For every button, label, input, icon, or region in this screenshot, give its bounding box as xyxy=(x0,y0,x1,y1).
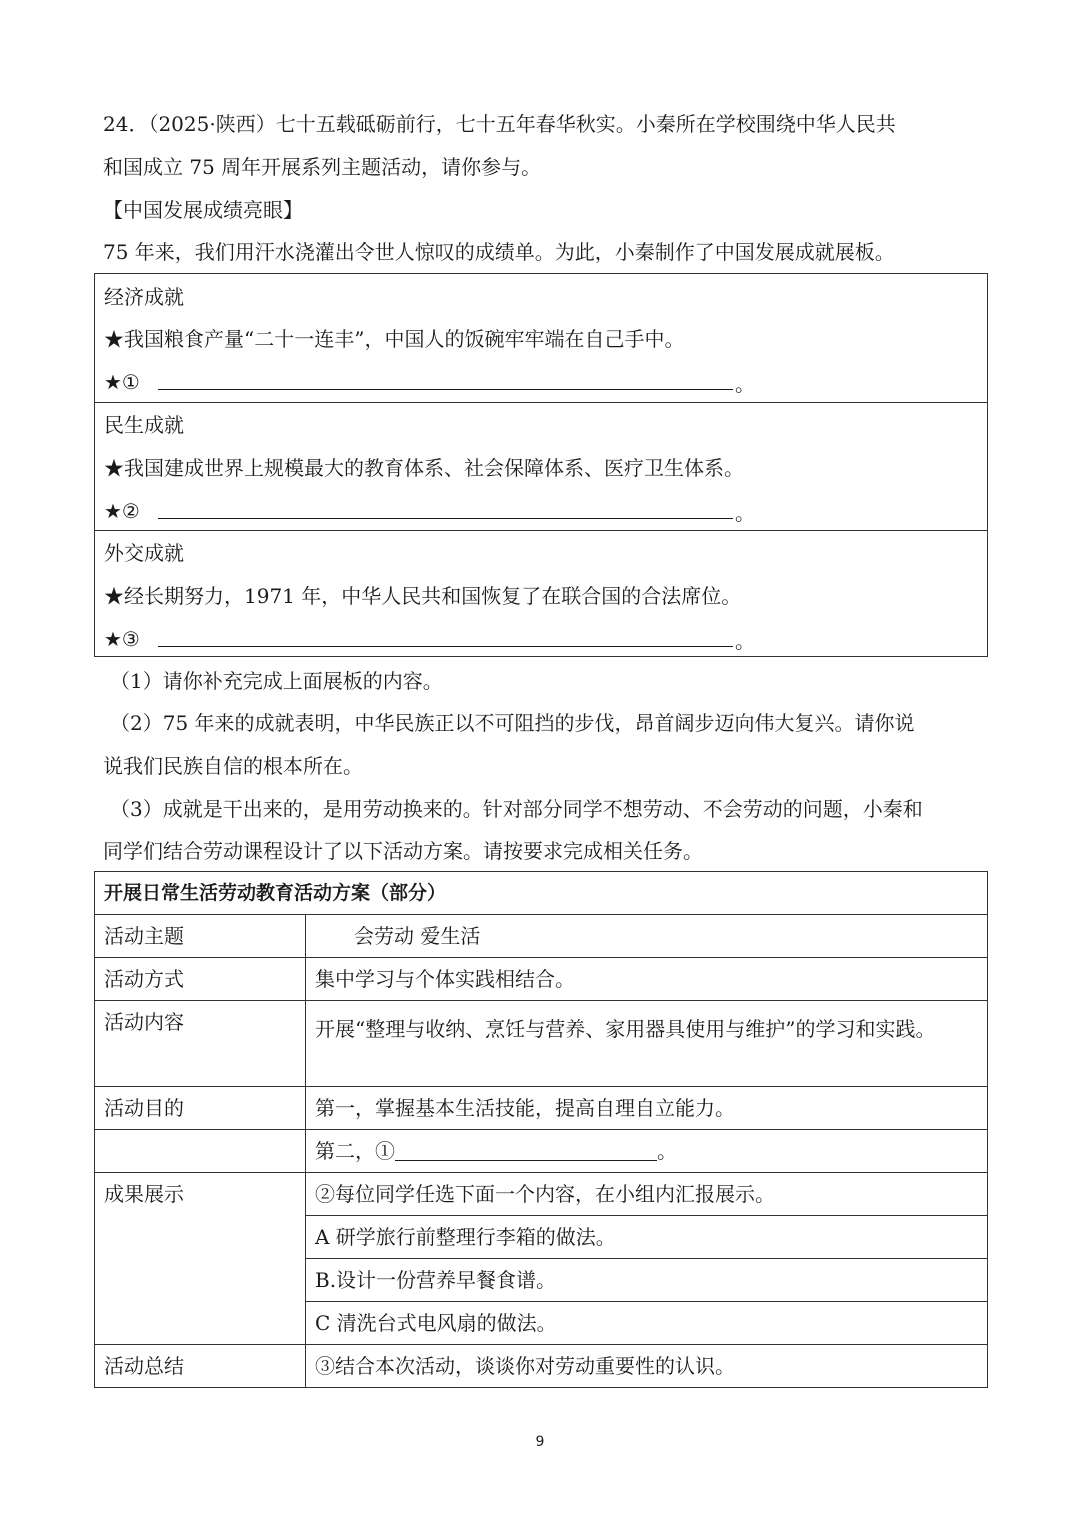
purpose-label-empty xyxy=(95,1130,306,1173)
table-row xyxy=(95,1087,988,1130)
table-row xyxy=(95,1001,988,1087)
show-label: 成果展示 xyxy=(95,1173,306,1345)
method-label: 活动方式 xyxy=(95,958,306,1001)
achievement-board xyxy=(94,273,988,657)
board-blank-end: 。 xyxy=(735,501,755,525)
theme-value: 会劳动 爱生活 xyxy=(306,915,988,958)
purpose-2-prefix: 第二，① xyxy=(315,1139,395,1163)
question-intro-line1: 24．（2025·陕西）七十五载砥砺前行，七十五年春华秋实。小秦所在学校围绕中华人民共 xyxy=(103,112,896,136)
board-section-livelihood xyxy=(95,402,987,531)
table-row xyxy=(95,1173,988,1216)
board-item: ★我国建成世界上规模最大的教育体系、社会保障体系、医疗卫生体系。 xyxy=(104,456,744,480)
method-value: 集中学习与个体实践相结合。 xyxy=(306,958,988,1001)
board-section-title: 民生成就 xyxy=(104,413,184,437)
content-label: 活动内容 xyxy=(95,1001,306,1087)
activity-plan-table xyxy=(94,871,988,1388)
show-option-a: A 研学旅行前整理行李箱的做法。 xyxy=(306,1216,988,1259)
table-row xyxy=(95,958,988,1001)
section-title: 【中国发展成绩亮眼】 xyxy=(103,198,303,222)
board-item: ★我国粮食产量“二十一连丰”，中国人的饭碗牢牢端在自己手中。 xyxy=(104,327,685,351)
board-blank-label: ★① xyxy=(104,370,140,394)
answer-blank-3[interactable] xyxy=(158,626,733,647)
table-row xyxy=(95,1345,988,1388)
page-number: 9 xyxy=(535,1434,545,1450)
subquestion-1: （1）请你补充完成上面展板的内容。 xyxy=(110,669,443,693)
board-blank-label: ★③ xyxy=(104,627,140,651)
board-section-diplomacy xyxy=(95,530,987,659)
show-option-c: C 清洗台式电风扇的做法。 xyxy=(306,1302,988,1345)
subquestion-2-line2: 说我们民族自信的根本所在。 xyxy=(103,754,363,778)
board-section-economy xyxy=(95,274,987,402)
subquestion-3-line1: （3）成就是干出来的，是用劳动换来的。针对部分同学不想劳动、不会劳动的问题，小秦和 xyxy=(110,797,923,821)
plan-header: 开展日常生活劳动教育活动方案（部分） xyxy=(95,872,988,915)
purpose-1: 第一，掌握基本生活技能，提高自理自立能力。 xyxy=(306,1087,988,1130)
table-row xyxy=(95,872,988,915)
board-blank-end: 。 xyxy=(735,629,755,653)
table-row xyxy=(95,915,988,958)
board-blank-end: 。 xyxy=(735,372,755,396)
board-section-title: 经济成就 xyxy=(104,285,184,309)
show-option-b: B.设计一份营养早餐食谱。 xyxy=(306,1259,988,1302)
subquestion-2-line1: （2）75 年来的成就表明，中华民族正以不可阻挡的步伐，昂首阔步迈向伟大复兴。请你说 xyxy=(110,711,915,735)
summary-label: 活动总结 xyxy=(95,1345,306,1388)
board-blank-label: ★② xyxy=(104,499,140,523)
show-1: ②每位同学任选下面一个内容，在小组内汇报展示。 xyxy=(306,1173,988,1216)
purpose-answer-blank[interactable] xyxy=(395,1140,657,1161)
board-section-title: 外交成就 xyxy=(104,541,184,565)
summary-value: ③结合本次活动，谈谈你对劳动重要性的认识。 xyxy=(306,1345,988,1388)
answer-blank-2[interactable] xyxy=(158,498,733,519)
table-row xyxy=(95,1130,988,1173)
content-value: 开展“整理与收纳、烹饪与营养、家用器具使用与维护”的学习和实践。 xyxy=(306,1001,988,1087)
purpose-2-end: 。 xyxy=(657,1139,677,1163)
purpose-2 xyxy=(306,1130,988,1173)
board-item: ★经长期努力，1971 年，中华人民共和国恢复了在联合国的合法席位。 xyxy=(104,584,742,608)
purpose-label: 活动目的 xyxy=(95,1087,306,1130)
section-intro: 75 年来，我们用汗水浇灌出令世人惊叹的成绩单。为此，小秦制作了中国发展成就展板。 xyxy=(103,240,895,264)
answer-blank-1[interactable] xyxy=(158,369,733,390)
theme-label: 活动主题 xyxy=(95,915,306,958)
subquestion-3-line2: 同学们结合劳动课程设计了以下活动方案。请按要求完成相关任务。 xyxy=(103,839,703,863)
question-intro-line2: 和国成立 75 周年开展系列主题活动，请你参与。 xyxy=(103,155,542,179)
